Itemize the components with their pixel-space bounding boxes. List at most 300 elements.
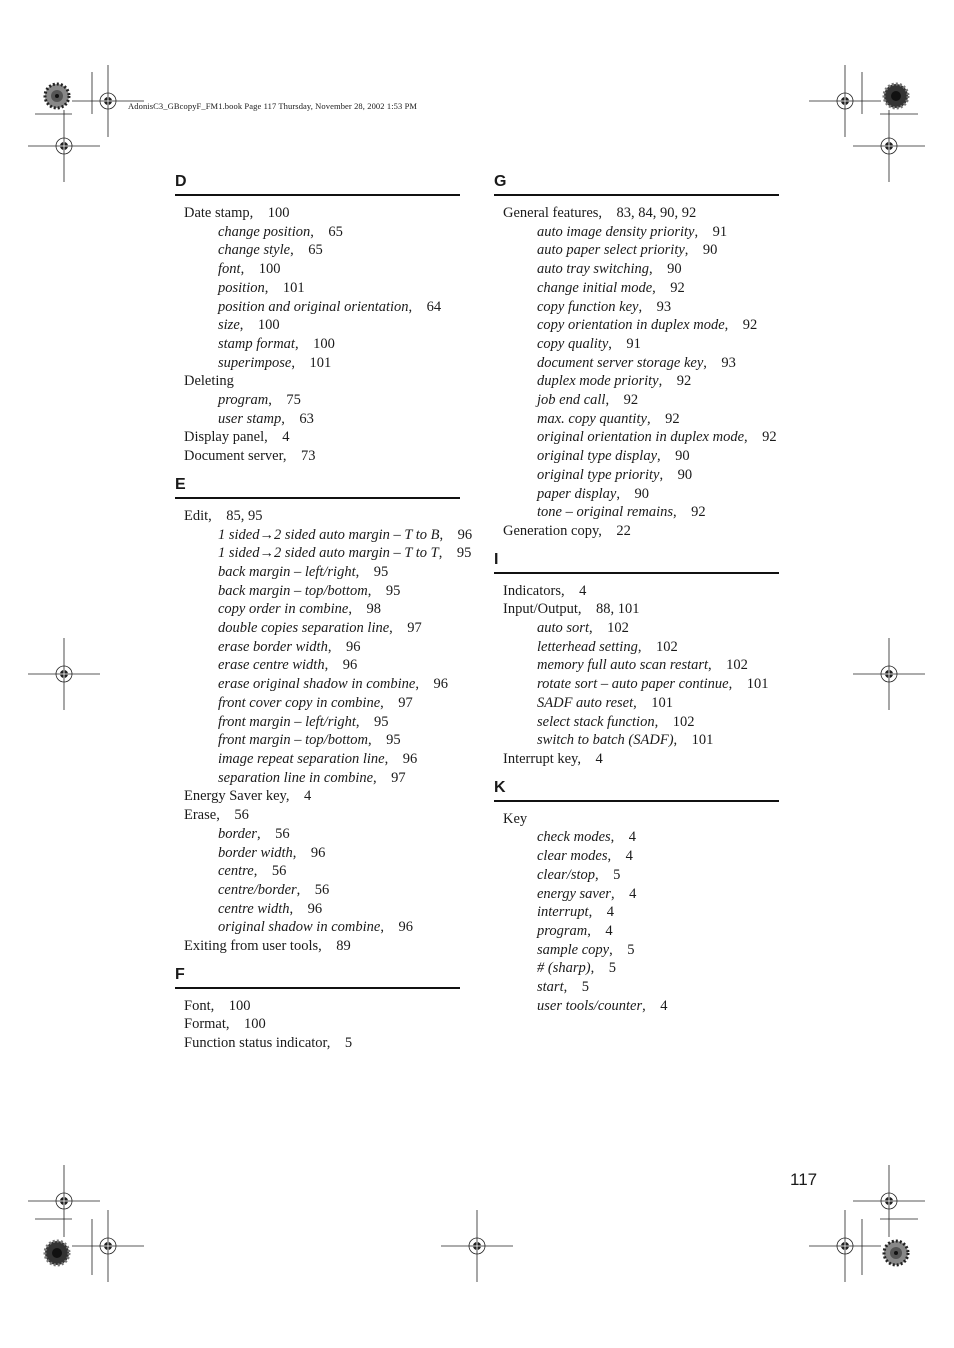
index-subentry [175, 619, 460, 638]
entry-term: auto tray switching [537, 261, 649, 278]
index-subentry [494, 694, 779, 713]
index-entry [175, 997, 460, 1016]
section-letter: D [175, 172, 460, 196]
entry-term: SADF auto reset [537, 694, 634, 711]
entry-separator: , [384, 750, 403, 767]
entry-separator: , [598, 522, 617, 539]
index-entry [175, 428, 460, 447]
index-subentry [494, 260, 779, 279]
entry-separator: , [326, 1035, 345, 1052]
entry-separator: , [216, 807, 235, 824]
entry-separator: , [408, 298, 427, 315]
entry-separator: , [673, 732, 692, 749]
page-number: 117 [790, 1170, 818, 1189]
entry-separator: , [292, 844, 311, 861]
index-subentry [175, 582, 460, 601]
entry-term: Deleting [184, 373, 234, 390]
section-letter: F [175, 965, 460, 989]
index-section-i [494, 550, 779, 769]
entry-term: Key [503, 810, 528, 827]
entry-pages: 5 [344, 1035, 353, 1052]
entry-separator: , [239, 317, 258, 334]
index-subentry [175, 731, 460, 750]
entry-separator: , [633, 694, 652, 711]
entry-separator: , [367, 582, 386, 599]
entry-pages: 101 [309, 354, 332, 371]
entry-pages: 102 [607, 620, 629, 637]
entry-term: auto sort [537, 620, 589, 637]
entry-term: document server storage key [537, 354, 704, 371]
entry-pages: 85, 95 [226, 507, 263, 524]
index-subentry [175, 844, 460, 863]
index-entry [175, 806, 460, 825]
entry-separator: , [348, 601, 367, 618]
entry-pages: 100 [257, 317, 280, 334]
entry-pages: 93 [721, 354, 736, 371]
index-subentry [175, 918, 460, 937]
entry-term: size [218, 317, 240, 334]
index-section-d [175, 172, 460, 466]
entry-pages: 5 [627, 941, 635, 958]
entry-separator: , [684, 242, 703, 259]
entry-term: sample copy [537, 941, 610, 958]
entry-pages: 4 [579, 582, 587, 599]
entry-pages: 101 [746, 676, 769, 693]
index-subentry [175, 750, 460, 769]
index-subentry [175, 223, 460, 242]
entry-term: Generation copy [503, 522, 599, 539]
entry-separator: , [289, 900, 308, 917]
entry-pages: 4 [606, 904, 614, 921]
entry-pages: 4 [660, 997, 668, 1014]
entry-pages: 95 [386, 732, 401, 749]
index-column-left [175, 172, 473, 1062]
entry-pages: 96 [345, 638, 361, 655]
entry-separator: , [373, 769, 392, 786]
entry-term: position [218, 279, 265, 296]
entry-term: 1 sided→2 sided auto margin – T to B [218, 526, 440, 543]
entry-pages: 56 [275, 825, 290, 842]
index-column-right [494, 172, 779, 1024]
entry-separator: , [281, 410, 300, 427]
entry-separator: , [249, 205, 268, 221]
entry-separator: , [380, 919, 399, 936]
index-entry [175, 1015, 460, 1034]
entry-term: select stack function [537, 713, 655, 730]
entry-separator: , [560, 582, 580, 599]
print-header: AdonisC3_GBcopyF_FM1.book Page 117 Thursday, November 28, 2002 1:53 PM [128, 101, 418, 111]
entry-pages: 4 [304, 788, 312, 805]
entry-separator: , [607, 848, 626, 865]
index-subentry [494, 391, 779, 410]
index-subentry [494, 447, 779, 466]
entry-term: job end call [537, 392, 606, 409]
entry-term: font [218, 261, 241, 278]
entry-pages: 97 [407, 620, 422, 637]
entry-pages: 96 [310, 844, 326, 861]
index-subentry [494, 978, 779, 997]
entry-separator: , [703, 354, 722, 371]
entry-term: Function status indicator [184, 1035, 327, 1052]
entry-pages: 97 [391, 769, 406, 786]
index-entry [175, 787, 460, 806]
entry-pages: 96 [307, 900, 323, 917]
index-subentry [175, 638, 460, 657]
index-entry [175, 204, 460, 223]
index-subentry [175, 526, 473, 545]
entry-separator: , [605, 392, 624, 409]
entry-term: copy function key [537, 298, 639, 315]
entry-term: Date stamp [184, 205, 250, 221]
index-subentry [175, 354, 460, 373]
entry-separator: , [598, 205, 617, 221]
entry-pages: 100 [313, 335, 335, 352]
index-subentry [175, 825, 460, 844]
entry-pages: 22 [616, 522, 631, 539]
entry-term: tone – original remains [537, 504, 674, 521]
entry-separator: , [708, 657, 727, 674]
entry-pages: 101 [691, 732, 714, 749]
entry-separator: , [728, 676, 747, 693]
entry-separator: , [208, 507, 227, 524]
entry-term: centre/border [218, 881, 297, 898]
entry-separator: , [310, 223, 329, 240]
index-subentry [494, 410, 779, 429]
section-letter: G [494, 172, 779, 196]
index-subentry [494, 298, 779, 317]
entry-separator: , [264, 429, 283, 446]
entry-term: user tools/counter [537, 997, 643, 1014]
index-entry [494, 600, 779, 619]
index-subentry [494, 731, 779, 750]
entry-pages: 92 [691, 504, 706, 521]
entry-term: Interrupt key [503, 750, 578, 767]
entry-term: front cover copy in combine [218, 694, 381, 711]
entry-separator: , [610, 885, 630, 902]
entry-term: front margin – left/right [218, 713, 356, 730]
entry-term: Indicators [503, 582, 561, 599]
entry-term: border width [218, 844, 293, 861]
entry-term: copy orientation in duplex mode [537, 317, 725, 334]
entry-separator: , [648, 261, 668, 278]
index-subentry [494, 656, 779, 675]
entry-pages: 95 [373, 563, 389, 580]
entry-separator: , [367, 732, 387, 749]
section-letter: E [175, 475, 460, 499]
entry-pages: 56 [314, 881, 330, 898]
entry-pages: 91 [712, 223, 728, 240]
entry-separator: , [657, 448, 676, 465]
entry-pages: 65 [308, 242, 323, 259]
entry-term: superimpose [218, 354, 292, 371]
entry-separator: , [673, 504, 692, 521]
index-subentry [494, 428, 779, 447]
entry-term: user stamp [218, 410, 282, 427]
index-subentry [494, 885, 779, 904]
entry-pages: 83, 84, 90, 92 [616, 205, 697, 221]
entry-separator: , [291, 354, 310, 371]
index-subentry [175, 656, 460, 675]
entry-pages: 101 [651, 694, 673, 711]
entry-pages: 100 [258, 261, 281, 278]
index-subentry [494, 485, 779, 504]
entry-separator: , [389, 620, 408, 637]
entry-term: back margin – left/right [218, 563, 356, 580]
index-subentry [494, 372, 779, 391]
index-subentry [494, 335, 779, 354]
entry-separator: , [659, 466, 678, 483]
entry-pages: 90 [667, 261, 682, 278]
index-subentry [494, 354, 779, 373]
entry-separator: , [610, 829, 629, 846]
entry-pages: 75 [286, 392, 301, 409]
entry-term: Display panel [184, 429, 265, 446]
entry-term: auto paper select priority [537, 242, 685, 259]
entry-separator: , [256, 825, 276, 842]
index-section-g [494, 172, 779, 541]
entry-pages: 56 [234, 807, 249, 824]
index-subentry [494, 941, 779, 960]
entry-term: erase original shadow in combine [218, 676, 416, 693]
entry-term: image repeat separation line [218, 750, 385, 767]
entry-term: clear/stop [537, 866, 595, 883]
entry-separator: , [439, 526, 458, 543]
entry-pages: 90 [702, 242, 718, 259]
index-entry [494, 810, 779, 829]
entry-pages: 96 [457, 526, 473, 543]
entry-term: border [218, 825, 257, 842]
entry-pages: 90 [634, 485, 649, 502]
entry-pages: 92 [762, 429, 777, 446]
index-subentry [494, 503, 779, 522]
index-subentry [175, 544, 472, 563]
entry-separator: , [296, 881, 315, 898]
entry-term: duplex mode priority [537, 373, 659, 390]
index-section-e [175, 475, 473, 956]
entry-term: front margin – top/bottom [218, 732, 368, 749]
entry-pages: 92 [623, 392, 639, 409]
index-entry [175, 507, 460, 526]
index-subentry [175, 316, 460, 335]
entry-term: Erase [184, 807, 217, 824]
entry-pages: 64 [426, 298, 442, 315]
entry-pages: 4 [629, 885, 637, 902]
index-subentry [175, 862, 460, 881]
index-entry [494, 204, 779, 223]
index-subentry [175, 335, 460, 354]
entry-pages: 4 [282, 429, 290, 446]
index-subentry [494, 223, 779, 242]
entry-separator: , [355, 713, 375, 730]
entry-pages: 92 [670, 279, 685, 296]
index-entry [494, 750, 779, 769]
entry-pages: 5 [608, 960, 616, 977]
index-subentry [175, 391, 460, 410]
entry-pages: 5 [581, 979, 589, 996]
entry-term: auto image density priority [537, 223, 695, 240]
entry-term: program [537, 922, 588, 939]
entry-separator: , [264, 279, 283, 296]
entry-term: change initial mode [537, 279, 653, 296]
entry-term: centre width [218, 900, 290, 917]
entry-pages: 63 [299, 410, 314, 427]
entry-separator: , [290, 242, 309, 259]
entry-separator: , [318, 938, 337, 955]
entry-term: clear modes [537, 848, 608, 865]
index-subentry [175, 694, 460, 713]
entry-separator: , [225, 1016, 245, 1033]
entry-term: rotate sort – auto paper continue [537, 676, 729, 693]
entry-separator: , [694, 223, 713, 240]
index-subentry [494, 316, 779, 335]
entry-term: energy saver [537, 885, 611, 902]
entry-pages: 73 [301, 448, 316, 465]
entry-term: program [218, 392, 269, 409]
entry-separator: , [642, 997, 661, 1014]
entry-term: erase centre width [218, 657, 325, 674]
entry-pages: 92 [676, 373, 692, 390]
entry-term: # (sharp) [537, 960, 591, 977]
entry-separator: , [608, 335, 627, 352]
entry-pages: 96 [398, 919, 413, 936]
entry-pages: 97 [398, 694, 413, 711]
entry-term: original shadow in combine [218, 919, 381, 936]
index-subentry [494, 638, 779, 657]
index-subentry [175, 900, 460, 919]
index-entry [175, 1034, 460, 1053]
entry-term: position and original orientation [218, 298, 409, 315]
entry-term: copy quality [537, 335, 609, 352]
index-subentry [494, 279, 779, 298]
entry-separator: , [327, 638, 346, 655]
index-subentry [494, 828, 779, 847]
index-subentry [175, 600, 460, 619]
entry-pages: 100 [244, 1016, 266, 1033]
entry-separator: , [438, 545, 457, 562]
entry-separator: , [646, 410, 666, 427]
index-subentry [494, 241, 779, 260]
entry-separator: , [324, 657, 343, 674]
entry-term: stamp format [218, 335, 295, 352]
entry-term: double copies separation line [218, 620, 390, 637]
entry-pages: 96 [433, 676, 448, 693]
entry-separator: , [744, 429, 763, 446]
entry-pages: 96 [342, 657, 358, 674]
entry-separator: , [658, 373, 677, 390]
index-subentry [175, 410, 460, 429]
entry-pages: 88, 101 [596, 601, 640, 618]
entry-separator: , [577, 601, 597, 618]
index-subentry [494, 922, 779, 941]
section-letter: I [494, 550, 779, 574]
entry-term: change style [218, 242, 291, 259]
entry-pages: 5 [613, 866, 621, 883]
entry-pages: 96 [402, 750, 418, 767]
entry-separator: , [609, 941, 628, 958]
entry-pages: 89 [336, 938, 351, 955]
entry-term: centre [218, 863, 254, 880]
entry-term: Exiting from user tools [184, 938, 319, 955]
index-entry [175, 447, 460, 466]
entry-pages: 101 [282, 279, 305, 296]
index-entry [494, 522, 779, 541]
entry-pages: 4 [605, 922, 613, 939]
index-section-f [175, 965, 460, 1053]
entry-separator: , [380, 694, 399, 711]
entry-separator: , [638, 298, 657, 315]
entry-separator: , [253, 863, 272, 880]
entry-term: interrupt [537, 904, 589, 921]
index-entry [175, 372, 460, 391]
index-subentry [175, 298, 460, 317]
index-subentry [494, 903, 779, 922]
entry-separator: , [588, 620, 608, 637]
entry-separator: , [285, 788, 304, 805]
entry-term: 1 sided→2 sided auto margin – T to T [218, 545, 439, 562]
index-section-k [494, 778, 779, 1016]
entry-term: start [537, 979, 564, 996]
index-subentry [494, 713, 779, 732]
entry-pages: 95 [374, 713, 389, 730]
entry-pages: 65 [328, 223, 343, 240]
entry-pages: 90 [675, 448, 690, 465]
entry-pages: 92 [742, 317, 758, 334]
entry-pages: 56 [271, 863, 287, 880]
entry-term: Font [184, 997, 211, 1014]
index-subentry [175, 769, 460, 788]
entry-term: check modes [537, 829, 611, 846]
entry-term: separation line in combine [218, 769, 374, 786]
entry-term: Edit [184, 507, 209, 524]
index-subentry [494, 997, 779, 1016]
entry-pages: 4 [628, 829, 637, 846]
index-subentry [175, 279, 460, 298]
entry-pages: 90 [677, 466, 693, 483]
entry-term: original type display [537, 448, 658, 465]
index-subentry [494, 619, 779, 638]
entry-separator: , [563, 979, 582, 996]
index-subentry [494, 959, 779, 978]
entry-term: Document server [184, 448, 283, 465]
entry-term: original orientation in duplex mode [537, 429, 745, 446]
entry-separator: , [415, 676, 434, 693]
entry-separator: , [588, 904, 607, 921]
entry-separator: , [590, 960, 609, 977]
index-subentry [494, 466, 779, 485]
entry-separator: , [240, 261, 259, 278]
index-subentry [494, 847, 779, 866]
entry-term: Energy Saver key [184, 788, 286, 805]
entry-separator: , [724, 317, 743, 334]
index-subentry [175, 675, 460, 694]
entry-separator: , [268, 392, 287, 409]
index-entry [494, 582, 779, 601]
entry-term: memory full auto scan restart [537, 657, 709, 674]
entry-term: change position [218, 223, 311, 240]
index-subentry [494, 675, 779, 694]
entry-separator: , [616, 485, 635, 502]
entry-separator: , [355, 563, 374, 580]
entry-pages: 100 [228, 997, 251, 1014]
index-subentry [175, 881, 460, 900]
entry-term: Format [184, 1016, 226, 1033]
entry-pages: 95 [456, 545, 472, 562]
entry-separator: , [294, 335, 314, 352]
entry-pages: 100 [267, 205, 290, 221]
entry-separator: , [637, 638, 656, 655]
index-subentry [175, 563, 460, 582]
entry-pages: 102 [655, 638, 678, 655]
